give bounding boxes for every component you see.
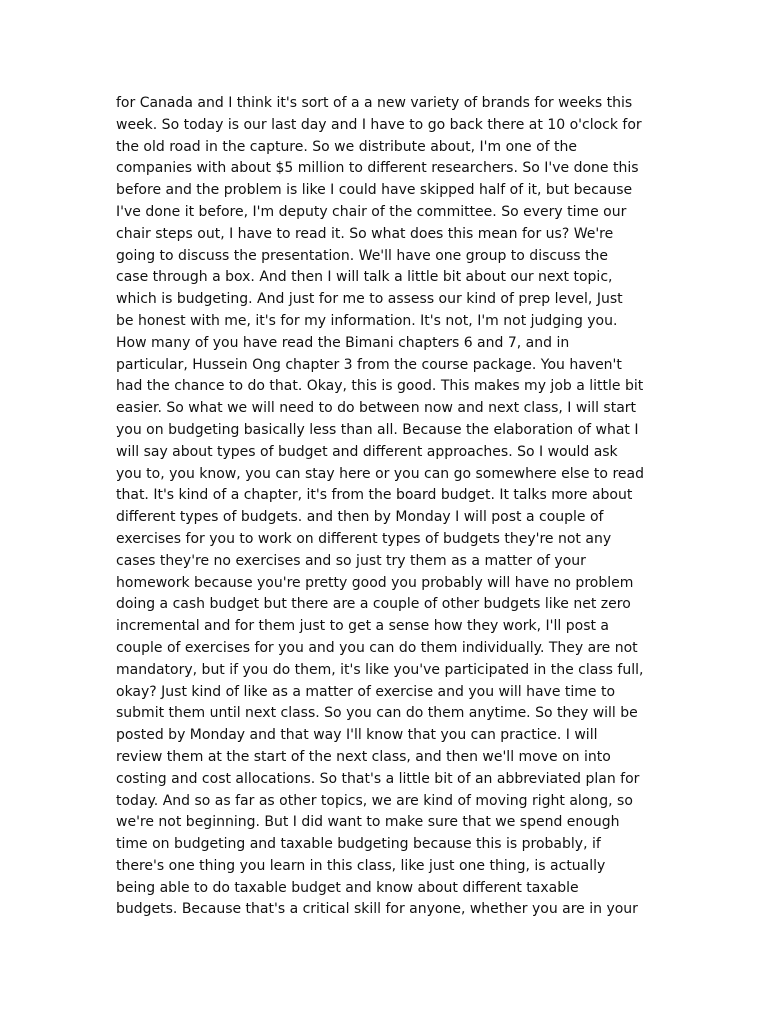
text-line: review them at the start of the next class, and then we'll move on into [116,748,611,765]
text-line: particular, Hussein Ong chapter 3 from the course package. You haven't [116,356,622,373]
text-line: the old road in the capture. So we distribute about, I'm one of the [116,138,577,155]
text-line: be honest with me, it's for my information. It's not, I'm not judging you. [116,312,618,329]
text-line: today. And so as far as other topics, we are kind of moving right along, so [116,792,633,809]
text-line: before and the problem is like I could have skipped half of it, but because [116,182,633,199]
text-line: will say about types of budget and different approaches. So I would ask [116,443,618,460]
transcript-paragraph [116,93,656,921]
text-line: going to discuss the presentation. We'll have one group to discuss the [116,247,608,264]
text-line: week. So today is our last day and I have to go back there at 10 o'clock for [116,116,642,133]
text-line: you to, you know, you can stay here or you can go somewhere else to read [116,465,644,482]
text-line: exercises for you to work on different types of budgets they're not any [116,530,612,547]
text-line: we're not beginning. But I did want to make sure that we spend enough [116,814,620,831]
text-line: time on budgeting and taxable budgeting because this is probably, if [116,836,601,853]
text-line: costing and cost allocations. So that's a little bit of an abbreviated plan for [116,770,640,787]
text-line: I've done it before, I'm deputy chair of the committee. So every time our [116,203,627,220]
text-line: easier. So what we will need to do between now and next class, I will start [116,400,637,417]
text-line: for Canada and I think it's sort of a a new variety of brands for weeks this [116,95,633,111]
text-line: How many of you have read the Bimani chapters 6 and 7, and in [116,334,570,351]
text-line: there's one thing you learn in this class, like just one thing, is actually [116,857,606,874]
text-line: case through a box. And then I will talk a little bit about our next topic, [116,269,613,286]
text-line: posted by Monday and that way I'll know that you can practice. I will [116,727,598,744]
text-line: submit them until next class. So you can do them anytime. So they will be [116,705,638,722]
text-line: different types of budgets. and then by Monday I will post a couple of [116,509,604,526]
text-line: which is budgeting. And just for me to assess our kind of prep level, Just [116,291,623,308]
text-line: homework because you're pretty good you probably will have no problem [116,574,634,591]
text-line: okay? Just kind of like as a matter of exercise and you will have time to [116,683,616,700]
text-line: doing a cash budget but there are a couple of other budgets like net zero [116,596,631,613]
text-line: had the chance to do that. Okay, this is good. This makes my job a little bit [116,378,644,395]
text-line: mandatory, but if you do them, it's like you've participated in the class full, [116,661,644,678]
text-line: you on budgeting basically less than all. Because the elaboration of what I [116,421,639,438]
text-line: being able to do taxable budget and know about different taxable [116,879,579,896]
text-line: couple of exercises for you and you can do them individually. They are not [116,639,638,656]
text-line: incremental and for them just to get a sense how they work, I'll post a [116,618,610,635]
text-line: chair steps out, I have to read it. So what does this mean for us? We're [116,225,614,242]
text-line: companies with about $5 million to different researchers. So I've done this [116,160,639,177]
text-line: cases they're no exercises and so just try them as a matter of your [116,552,586,569]
text-line: that. It's kind of a chapter, it's from the board budget. It talks more about [116,487,633,504]
text-line: budgets. Because that's a critical skill for anyone, whether you are in your [116,901,638,918]
